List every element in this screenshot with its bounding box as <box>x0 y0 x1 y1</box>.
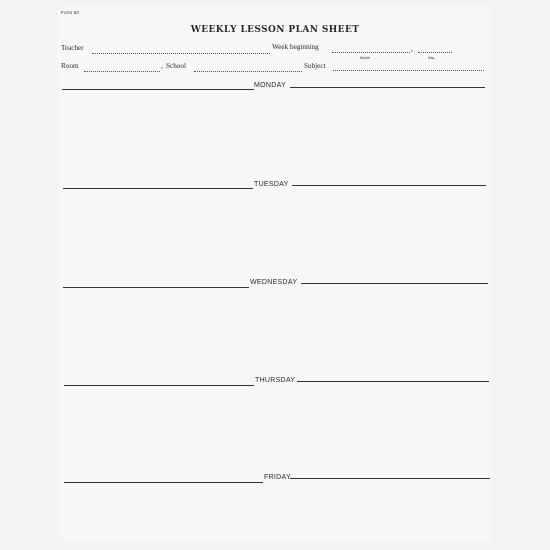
day-heading-friday: FRIDAY <box>264 474 291 481</box>
tuesday-rule-right <box>292 185 486 186</box>
subject-label: Subject <box>304 62 326 70</box>
tuesday-rule-left <box>63 188 253 189</box>
lesson-plan-sheet <box>58 6 492 542</box>
monday-rule-right <box>290 87 485 88</box>
day-heading-wednesday: WEDNESDAY <box>250 279 298 286</box>
school-field[interactable] <box>194 71 302 72</box>
week-month-field[interactable] <box>332 52 410 53</box>
monday-rule-left <box>62 89 254 90</box>
room-label: Room <box>61 62 79 70</box>
week-beginning-label: Week beginning <box>272 43 319 51</box>
room-field[interactable] <box>84 71 160 72</box>
school-label: School <box>166 62 186 70</box>
friday-rule-right <box>290 478 490 479</box>
friday-rule-left <box>64 482 263 483</box>
day-heading-tuesday: TUESDAY <box>254 181 289 188</box>
subject-field[interactable] <box>333 70 484 71</box>
thursday-rule-right <box>297 381 489 382</box>
day-caption: Day <box>428 56 435 60</box>
corner-mark: · <box>91 11 93 16</box>
room-comma: , <box>161 62 163 70</box>
form-number: Form 60 <box>61 10 80 15</box>
week-day-field[interactable] <box>418 52 452 53</box>
week-comma: , <box>411 45 413 53</box>
day-heading-thursday: THURSDAY <box>255 377 296 384</box>
day-heading-monday: MONDAY <box>254 82 287 89</box>
teacher-field[interactable] <box>92 53 270 54</box>
month-caption: Month <box>360 56 370 60</box>
wednesday-rule-right <box>301 283 488 284</box>
page-title: WEEKLY LESSON PLAN SHEET <box>190 25 360 35</box>
teacher-label: Teacher <box>61 44 84 52</box>
wednesday-rule-left <box>63 287 249 288</box>
thursday-rule-left <box>64 385 254 386</box>
